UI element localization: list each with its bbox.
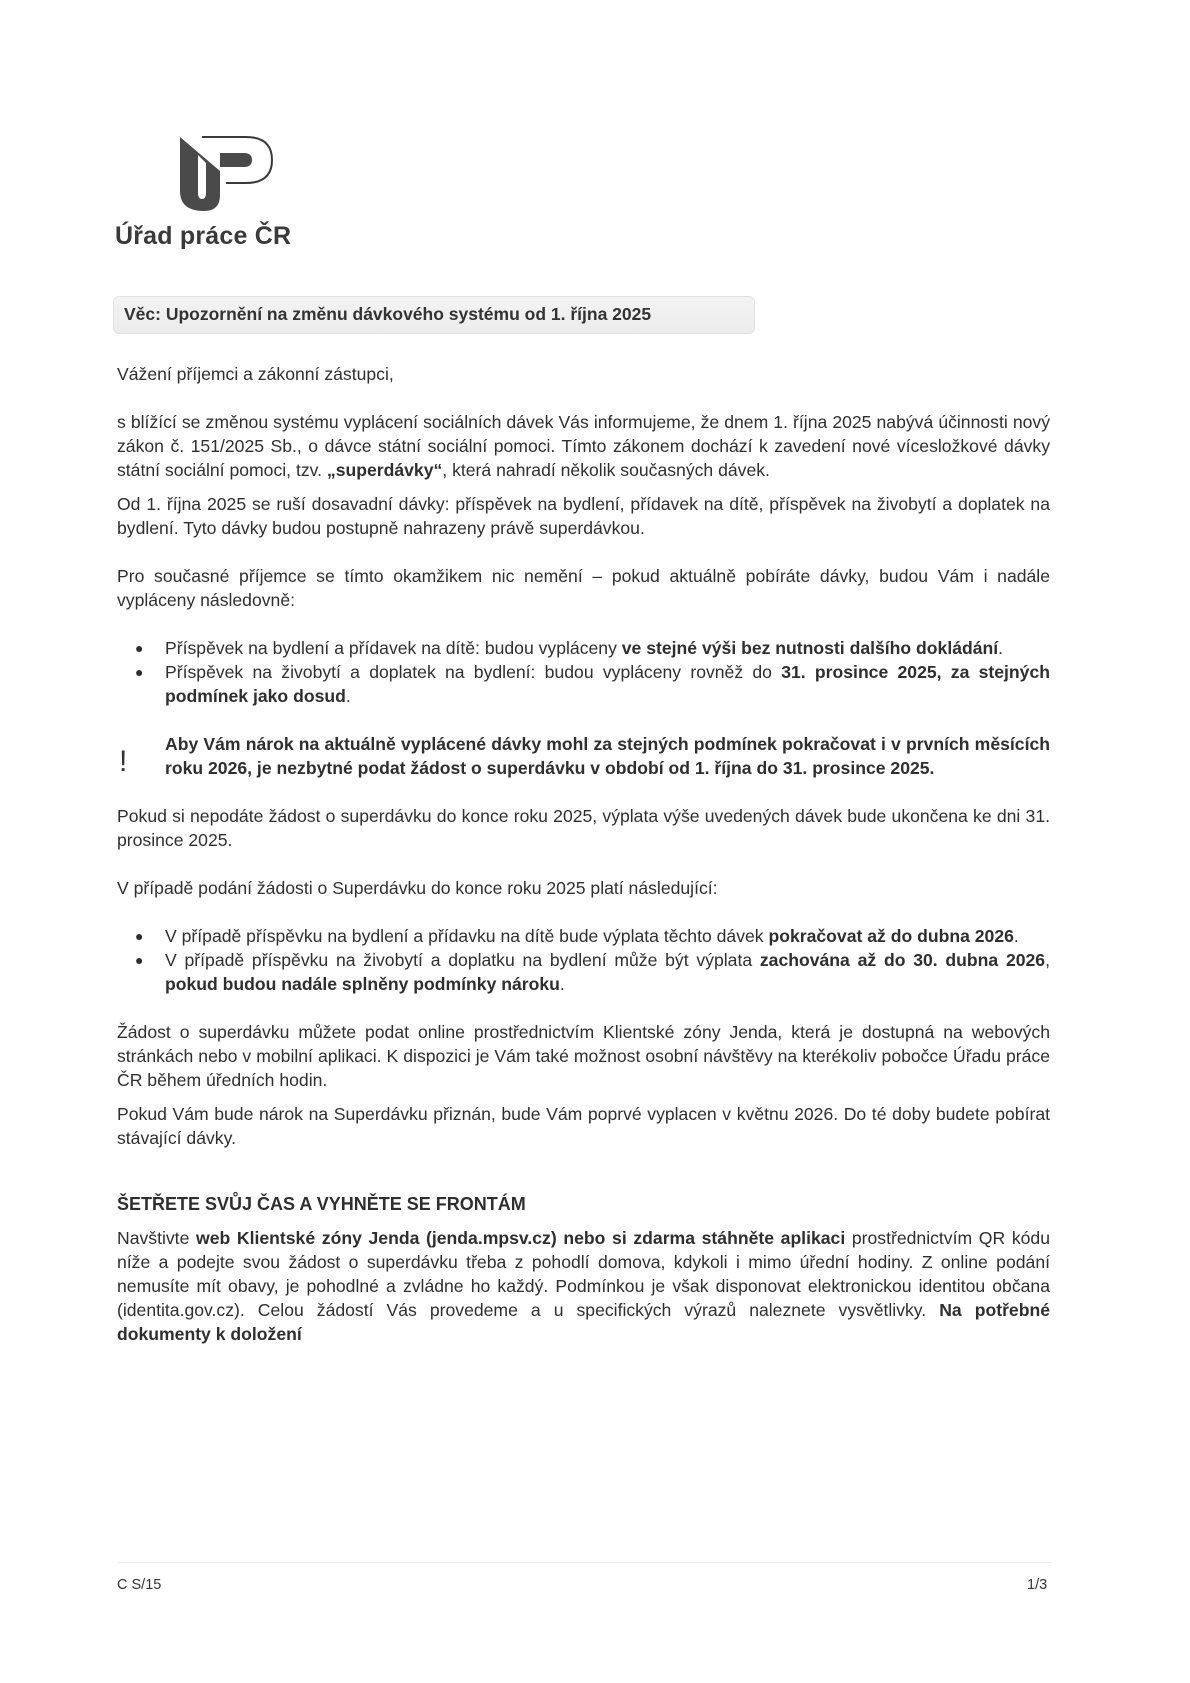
online-application-paragraph: Žádost o superdávku můžete podat online prostřednictvím Klientské zóny Jenda, která je dostupná na webových stránkách nebo v mobilní aplikaci. K dispozici je Vám také možnost osobní návštěvy na kterékoliv pobočce Úřadu práce ČR během úředních hodin. [117,1022,1050,1090]
footer-divider [117,1562,1052,1563]
application-conditions-paragraph: V případě podání žádosti o Superdávku do konce roku 2025 platí následující: [117,878,718,898]
text: Navštivte [117,1228,197,1248]
text: s blížící se změnou systému vyplácení sociálních dávek Vás informujeme, že dnem 1. října 2025 nabývá účinnosti nový zákon č. 151/2025 Sb., o dávce státní sociální pomoci. Tímto zákonem dochází k zavedení nové vícesložkové dávky státní sociální pomoci, tzv. [117,412,1050,480]
org-name: Úřad práce ČR [115,222,292,250]
warning-text: Aby Vám nárok na aktuálně vyplácené dávky mohl za stejných podmínek pokračovat i v prvních měsících roku 2026, je nezbytné podat žádost o superdávku v období od 1. října do 31. prosince 2025. [165,734,1050,778]
subject-box [113,296,755,334]
jenda-link-text: web Klientské zóny Jenda (jenda.mpsv.cz) nebo si zdarma stáhněte aplikaci [196,1228,846,1248]
list-item [135,948,1050,996]
letter-body [117,362,1050,1346]
list-item [135,924,1050,948]
text: . [998,638,1004,658]
list-item [135,636,1050,660]
text: . [345,686,351,706]
bold-text: zachována až do 30. dubna 2026 [759,950,1046,970]
current-recipients-paragraph: Pro současné příjemce se tímto okamžikem nic nemění – pokud aktuálně pobíráte dávky, budou Vám i nadále vypláceny následovně: [117,566,1050,610]
bold-text: ve stejné výši bez nutnosti dalšího dokládání [621,638,999,658]
footer-form-code: C S/15 [117,1577,162,1593]
warning-callout [117,732,1050,780]
text: , která nahradí několik současných dávek. [442,460,770,480]
text: V případě příspěvku na živobytí a doplatku na bydlení může být výplata [165,950,760,970]
subject-line: Věc: Upozornění na změnu dávkového systému od 1. října 2025 [124,304,652,324]
superdavky-term: „superdávky“ [326,460,443,480]
text: . [1013,926,1019,946]
greeting: Vážení příjemci a zákonní zástupci, [117,364,394,384]
text: . [559,974,565,994]
urad-prace-logo-icon [176,133,276,213]
bold-text: pokračovat až do dubna 2026 [768,926,1014,946]
bold-text: Na potřebné dokumenty k doložení [117,1300,1050,1344]
no-application-paragraph: Pokud si nepodáte žádost o superdávku do konce roku 2025, výplata výše uvedených dávek bude ukončena ke dni 31. prosince 2025. [117,806,1050,850]
jenda-paragraph [117,1226,1050,1346]
first-payment-paragraph: Pokud Vám bude nárok na Superdávku přiznán, bude Vám poprvé vyplacen v květnu 2026. Do té doby budete pobírat stávající dávky. [117,1104,1050,1148]
intro-paragraph [117,410,1050,482]
bold-text: 31. prosince 2025, za stejných podmínek jako dosud [165,662,1050,706]
text: , [1045,950,1050,970]
text: V případě příspěvku na bydlení a přídavku na dítě bude výplata těchto dávek [165,926,769,946]
bold-text: pokud budou nadále splněny podmínky nároku [165,974,560,994]
current-benefits-list [117,636,1050,708]
bullet-icon: ● [135,928,144,944]
text: Příspěvek na živobytí a doplatek na bydlení: budou vypláceny rovněž do [165,662,782,682]
text: Příspěvek na bydlení a přídavek na dítě: budou vypláceny [165,638,622,658]
bullet-icon: ● [135,664,144,680]
page-number: 1/3 [1027,1577,1048,1593]
exclamation-icon: ! [119,745,128,778]
bullet-icon: ● [135,952,144,968]
bullet-icon: ● [135,640,144,656]
text: prostřednictvím QR kódu níže a podejte svou žádost o superdávku třeba z pohodlí domova, kdykoli i mimo úřední hodiny. Z online podání nemusíte mít obavy, je pohodlné a zvládne ho každý. Podmínkou je však disponovat elektronickou identitou občana (identita.gov.cz). Celou žádostí Vás provedeme a u specifických výrazů naleznete vysvětlivky. [117,1228,1051,1320]
section-heading: ŠETŘETE SVŮJ ČAS A VYHNĚTE SE FRONTÁM [117,1194,526,1214]
cancelled-benefits-paragraph: Od 1. října 2025 se ruší dosavadní dávky: příspěvek na bydlení, přídavek na dítě, příspěvek na živobytí a doplatek na bydlení. Tyto dávky budou postupně nahrazeny právě superdávkou. [117,494,1050,538]
list-item [135,660,1050,708]
application-benefits-list [117,924,1050,996]
